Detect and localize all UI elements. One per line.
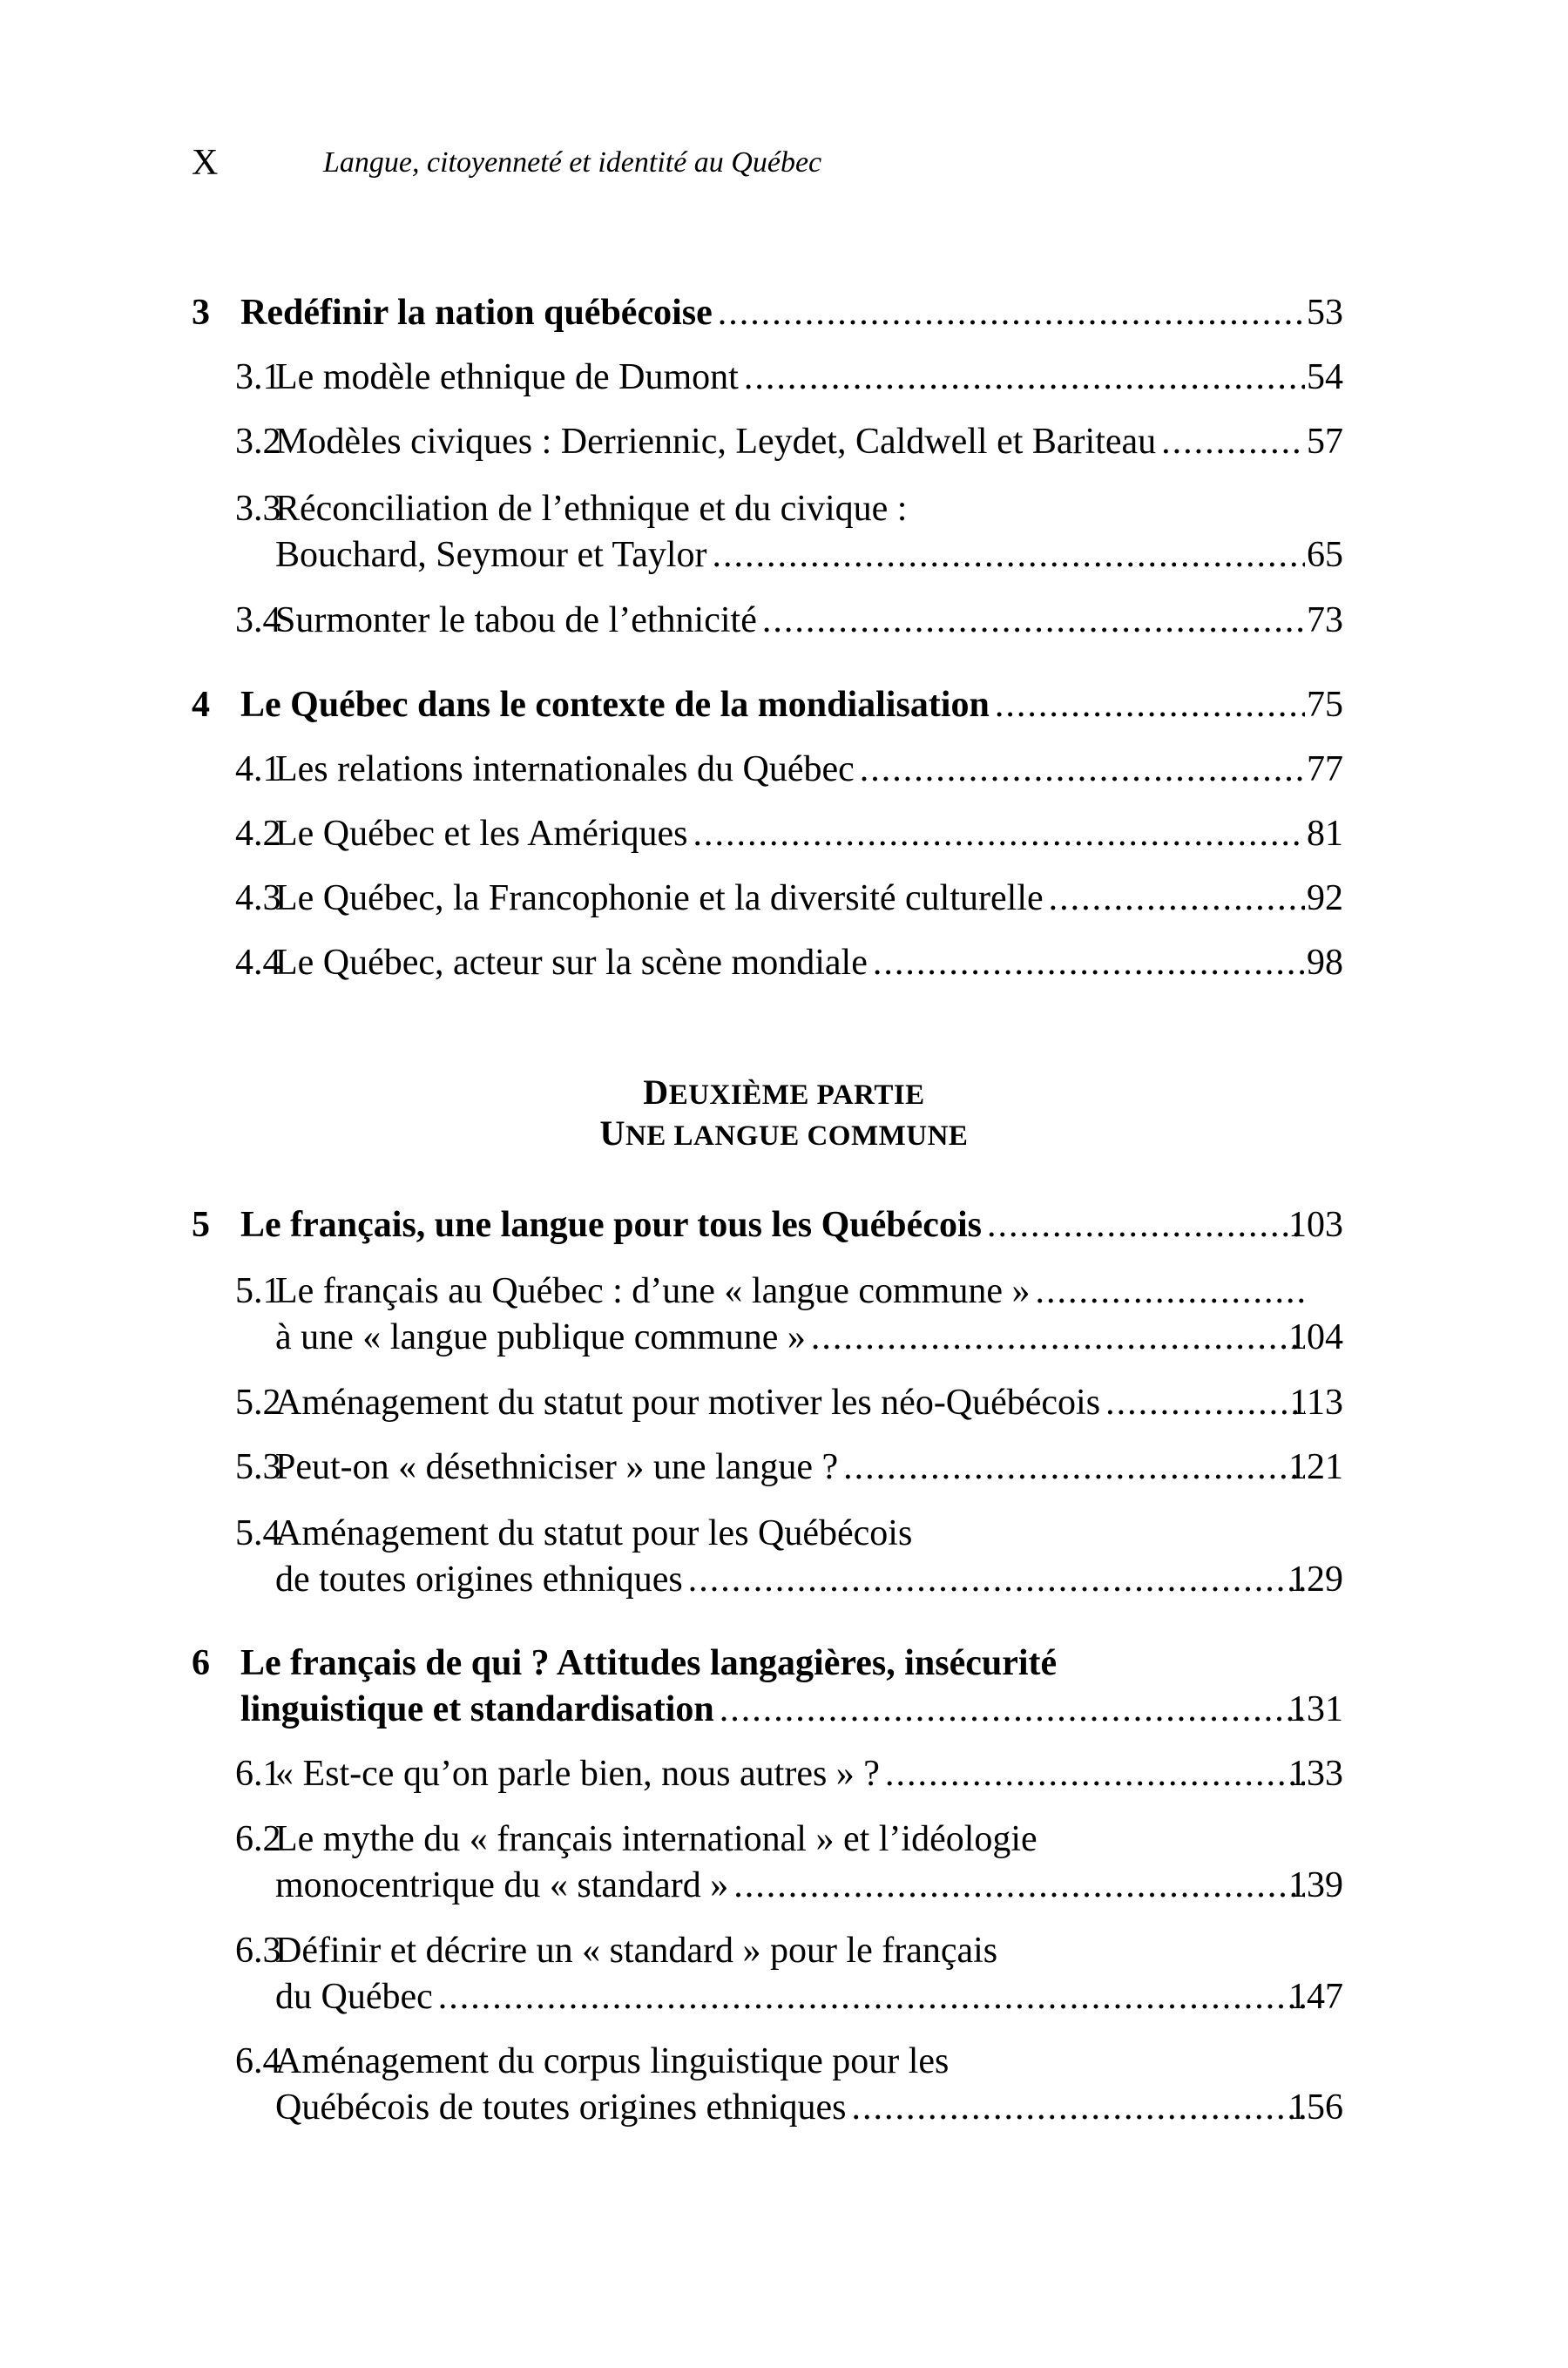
- section-title: Le Québec, acteur sur la scène mondiale: [275, 943, 868, 983]
- dot-leader: [718, 290, 1305, 336]
- page-number: 98: [1307, 943, 1343, 983]
- page-number: 103: [1288, 1205, 1343, 1245]
- chapter-number: 6: [192, 1643, 210, 1683]
- section-title-continued: Bouchard, Seymour et Taylor: [275, 535, 707, 575]
- section-title: Le français au Québec : d’une « langue commune »: [275, 1271, 1031, 1311]
- section-number: 6.2: [235, 1819, 281, 1859]
- dot-leader: [733, 1863, 1305, 1909]
- section-title: Définir et décrire un « standard » pour le français: [275, 1931, 998, 1971]
- section-title: Le Québec et les Amériques: [275, 814, 688, 854]
- section-number: 5.4: [235, 1513, 281, 1553]
- page-number: 75: [1307, 685, 1343, 725]
- chapter-number: 3: [192, 293, 210, 333]
- section-title: Réconciliation de l’ethnique et du civique :: [275, 489, 908, 529]
- section-number: 5.3: [235, 1447, 281, 1487]
- page-number: 147: [1288, 1977, 1343, 2017]
- chapter-number: 4: [192, 685, 210, 725]
- page-number: 133: [1288, 1754, 1343, 1794]
- section-title-continued: du Québec: [275, 1977, 433, 2017]
- section-title-continued: monocentrique du « standard »: [275, 1865, 729, 1905]
- section-title: Modèles civiques : Derriennic, Leydet, Caldwell et Bariteau: [275, 422, 1157, 462]
- section-number: 3.2: [235, 422, 281, 462]
- page-number: 77: [1307, 749, 1343, 789]
- section-title: « Est-ce qu’on parle bien, nous autres » ?: [275, 1754, 880, 1794]
- dot-leader: [860, 747, 1305, 793]
- dot-leader: [1105, 1380, 1305, 1426]
- section-title: Le Québec, la Francophonie et la diversité culturelle: [275, 878, 1044, 918]
- section-title: Surmonter le tabou de l’ethnicité: [275, 600, 757, 640]
- part-heading: [0, 1073, 1568, 1155]
- section-number: 4.4: [235, 943, 281, 983]
- section-title-continued: à une « langue publique commune »: [275, 1317, 806, 1357]
- dot-leader: [885, 1751, 1305, 1797]
- section-number: 3.4: [235, 600, 281, 640]
- section-title: Les relations internationales du Québec: [275, 749, 855, 789]
- chapter-title: Le Québec dans le contexte de la mondialisation: [240, 685, 990, 725]
- page-number: 139: [1288, 1865, 1343, 1905]
- page-number: 92: [1307, 878, 1343, 918]
- section-number: 6.1: [235, 1754, 281, 1794]
- section-title: Le mythe du « français international » et l’idéologie: [275, 1819, 1037, 1859]
- dot-leader: [811, 1315, 1305, 1361]
- dot-leader: [995, 682, 1305, 728]
- section-number: 6.3: [235, 1931, 281, 1971]
- page-number: 54: [1307, 357, 1343, 397]
- dot-leader: [720, 1687, 1305, 1733]
- page-number: 104: [1288, 1317, 1343, 1357]
- dot-leader: [438, 1974, 1305, 2020]
- dot-leader: [1035, 1269, 1305, 1315]
- chapter-title: Le français, une langue pour tous les Québécois: [240, 1205, 982, 1245]
- dot-leader: [843, 1444, 1305, 1491]
- chapter-title: Redéfinir la nation québécoise: [240, 293, 713, 333]
- dot-leader: [693, 811, 1305, 857]
- section-title-continued: Québécois de toutes origines ethniques: [275, 2087, 847, 2128]
- dot-leader: [744, 355, 1305, 401]
- section-number: 3.1: [235, 357, 281, 397]
- page-number: 65: [1307, 535, 1343, 575]
- part-number: DEUXIÈME PARTIE: [643, 1072, 925, 1112]
- running-title: Langue, citoyenneté et identité au Québec: [323, 146, 822, 179]
- section-title: Peut-on « désethniciser » une langue ?: [275, 1447, 839, 1487]
- dot-leader: [1049, 876, 1305, 922]
- page-number: 73: [1307, 600, 1343, 640]
- section-number: 4.1: [235, 749, 281, 789]
- section-number: 5.2: [235, 1383, 281, 1423]
- section-number: 6.4: [235, 2041, 281, 2081]
- section-title: Le modèle ethnique de Dumont: [275, 357, 739, 397]
- page-number: 53: [1307, 293, 1343, 333]
- dot-leader: [873, 940, 1305, 986]
- page-number: 81: [1307, 814, 1343, 854]
- dot-leader: [762, 598, 1305, 644]
- dot-leader: [688, 1557, 1305, 1603]
- section-title: Aménagement du corpus linguistique pour les: [275, 2041, 950, 2081]
- chapter-title: Le français de qui ? Attitudes langagières, insécurité: [240, 1643, 1058, 1683]
- dot-leader: [713, 532, 1305, 578]
- page-number: 156: [1288, 2087, 1343, 2128]
- page-number: 113: [1289, 1383, 1343, 1423]
- section-title-continued: de toutes origines ethniques: [275, 1559, 683, 1600]
- section-title: Aménagement du statut pour les Québécois: [275, 1513, 913, 1553]
- chapter-title-continued: linguistique et standardisation: [240, 1689, 714, 1729]
- page-number: 57: [1307, 422, 1343, 462]
- chapter-number: 5: [192, 1205, 210, 1245]
- section-title: Aménagement du statut pour motiver les néo-Québécois: [275, 1383, 1101, 1423]
- page-number: 131: [1288, 1689, 1343, 1729]
- dot-leader: [852, 2085, 1305, 2131]
- page-number: 121: [1288, 1447, 1343, 1487]
- section-number: 4.2: [235, 814, 281, 854]
- section-number: 3.3: [235, 489, 281, 529]
- part-title: UNE LANGUE COMMUNE: [599, 1113, 969, 1153]
- section-number: 4.3: [235, 878, 281, 918]
- page-number: 129: [1288, 1559, 1343, 1600]
- dot-leader: [987, 1202, 1305, 1248]
- section-number: 5.1: [235, 1271, 281, 1311]
- page-folio: X: [192, 143, 219, 183]
